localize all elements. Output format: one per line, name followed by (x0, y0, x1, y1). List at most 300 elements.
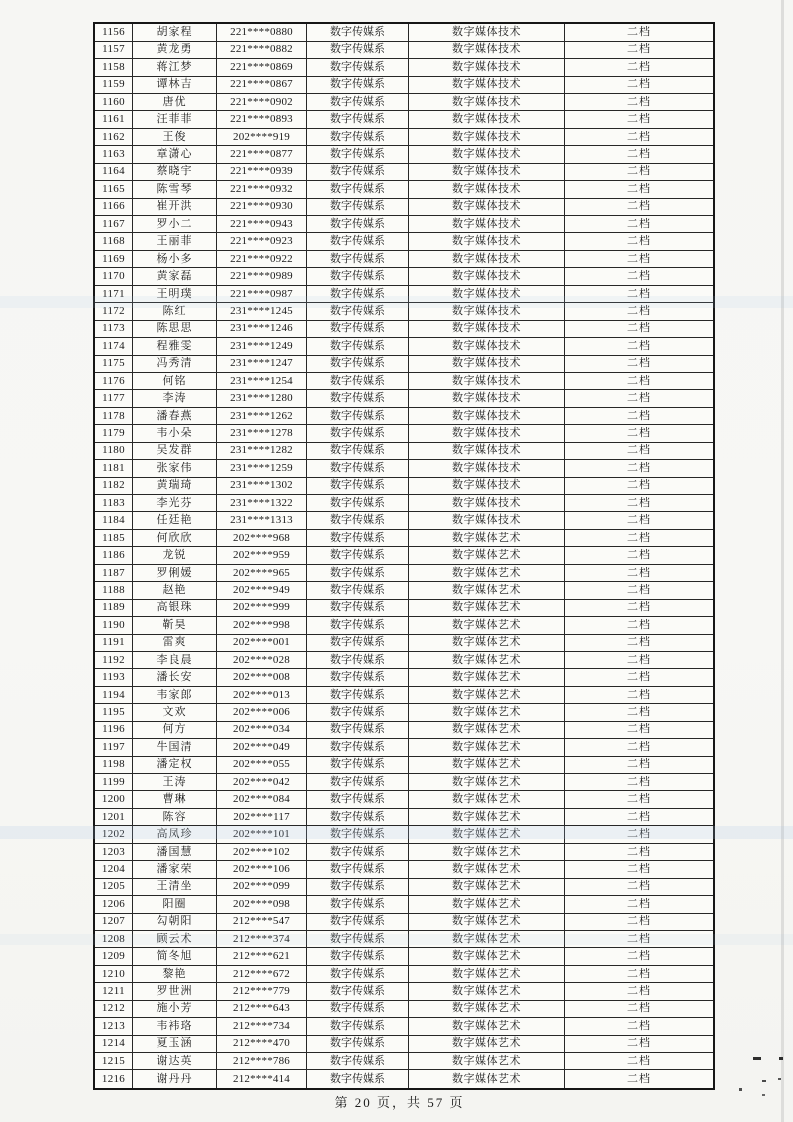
cell-serial: 1184 (94, 512, 133, 529)
cell-department: 数字传媒系 (307, 843, 409, 860)
cell-tier: 二档 (565, 739, 715, 756)
cell-tier: 二档 (565, 1070, 715, 1089)
cell-student-id: 202****968 (217, 529, 307, 546)
cell-student-id: 231****1254 (217, 372, 307, 389)
cell-department: 数字传媒系 (307, 233, 409, 250)
cell-major: 数字媒体技术 (409, 338, 565, 355)
cell-name: 陈红 (133, 303, 217, 320)
cell-department: 数字传媒系 (307, 460, 409, 477)
cell-serial: 1216 (94, 1070, 133, 1089)
cell-student-id: 202****999 (217, 599, 307, 616)
cell-major: 数字媒体技术 (409, 41, 565, 58)
cell-name: 王明璞 (133, 285, 217, 302)
table-row (94, 93, 714, 110)
cell-tier: 二档 (565, 843, 715, 860)
cell-tier: 二档 (565, 791, 715, 808)
cell-department: 数字传媒系 (307, 1035, 409, 1052)
table-row (94, 634, 714, 651)
cell-major: 数字媒体艺术 (409, 704, 565, 721)
cell-name: 韦家郎 (133, 686, 217, 703)
cell-student-id: 212****374 (217, 930, 307, 947)
table-row (94, 23, 714, 41)
cell-department: 数字传媒系 (307, 181, 409, 198)
cell-department: 数字传媒系 (307, 634, 409, 651)
cell-major: 数字媒体技术 (409, 390, 565, 407)
cell-tier: 二档 (565, 355, 715, 372)
cell-tier: 二档 (565, 250, 715, 267)
cell-serial: 1202 (94, 826, 133, 843)
cell-department: 数字传媒系 (307, 41, 409, 58)
cell-department: 数字传媒系 (307, 338, 409, 355)
cell-tier: 二档 (565, 896, 715, 913)
cell-serial: 1213 (94, 1018, 133, 1035)
scan-artifact (779, 1057, 783, 1060)
cell-tier: 二档 (565, 495, 715, 512)
cell-serial: 1171 (94, 285, 133, 302)
table-row (94, 878, 714, 895)
cell-department: 数字传媒系 (307, 739, 409, 756)
cell-serial: 1193 (94, 669, 133, 686)
cell-major: 数字媒体艺术 (409, 791, 565, 808)
cell-tier: 二档 (565, 547, 715, 564)
cell-student-id: 221****0877 (217, 146, 307, 163)
cell-department: 数字传媒系 (307, 512, 409, 529)
cell-department: 数字传媒系 (307, 913, 409, 930)
table-row (94, 285, 714, 302)
table-row (94, 582, 714, 599)
cell-tier: 二档 (565, 634, 715, 651)
cell-name: 高银珠 (133, 599, 217, 616)
cell-tier: 二档 (565, 390, 715, 407)
cell-student-id: 231****1249 (217, 338, 307, 355)
cell-tier: 二档 (565, 774, 715, 791)
cell-student-id: 231****1282 (217, 442, 307, 459)
table-row (94, 442, 714, 459)
cell-name: 谢达英 (133, 1053, 217, 1070)
cell-serial: 1170 (94, 268, 133, 285)
cell-serial: 1207 (94, 913, 133, 930)
cell-student-id: 212****672 (217, 965, 307, 982)
table-row (94, 843, 714, 860)
cell-serial: 1204 (94, 861, 133, 878)
cell-serial: 1192 (94, 651, 133, 668)
cell-tier: 二档 (565, 1053, 715, 1070)
table-row (94, 41, 714, 58)
cell-department: 数字传媒系 (307, 477, 409, 494)
table-row (94, 111, 714, 128)
cell-name: 韦袆珞 (133, 1018, 217, 1035)
table-row (94, 686, 714, 703)
scan-artifact (778, 1078, 781, 1080)
table-row (94, 756, 714, 773)
cell-major: 数字媒体艺术 (409, 582, 565, 599)
cell-department: 数字传媒系 (307, 355, 409, 372)
cell-major: 数字媒体技术 (409, 372, 565, 389)
cell-major: 数字媒体技术 (409, 425, 565, 442)
cell-tier: 二档 (565, 41, 715, 58)
cell-student-id: 202****998 (217, 617, 307, 634)
table-row (94, 338, 714, 355)
cell-serial: 1194 (94, 686, 133, 703)
cell-student-id: 231****1245 (217, 303, 307, 320)
cell-department: 数字传媒系 (307, 896, 409, 913)
table-row (94, 739, 714, 756)
cell-department: 数字传媒系 (307, 617, 409, 634)
cell-tier: 二档 (565, 76, 715, 93)
cell-serial: 1188 (94, 582, 133, 599)
cell-student-id: 231****1313 (217, 512, 307, 529)
cell-name: 阳圈 (133, 896, 217, 913)
cell-serial: 1211 (94, 983, 133, 1000)
cell-student-id: 202****101 (217, 826, 307, 843)
cell-name: 张家伟 (133, 460, 217, 477)
table-row (94, 547, 714, 564)
cell-major: 数字媒体技术 (409, 477, 565, 494)
cell-major: 数字媒体艺术 (409, 739, 565, 756)
cell-major: 数字媒体艺术 (409, 948, 565, 965)
cell-student-id: 202****084 (217, 791, 307, 808)
table-row (94, 896, 714, 913)
table-row (94, 355, 714, 372)
table-row (94, 146, 714, 163)
cell-serial: 1165 (94, 181, 133, 198)
cell-major: 数字媒体艺术 (409, 721, 565, 738)
cell-tier: 二档 (565, 564, 715, 581)
cell-major: 数字媒体技术 (409, 285, 565, 302)
cell-major: 数字媒体技术 (409, 512, 565, 529)
cell-student-id: 221****0943 (217, 216, 307, 233)
table-row (94, 564, 714, 581)
cell-student-id: 202****055 (217, 756, 307, 773)
cell-serial: 1156 (94, 23, 133, 41)
cell-department: 数字传媒系 (307, 495, 409, 512)
cell-serial: 1209 (94, 948, 133, 965)
cell-major: 数字媒体艺术 (409, 547, 565, 564)
cell-student-id: 202****099 (217, 878, 307, 895)
cell-serial: 1163 (94, 146, 133, 163)
cell-name: 勾朝阳 (133, 913, 217, 930)
cell-serial: 1181 (94, 460, 133, 477)
cell-serial: 1176 (94, 372, 133, 389)
table-row (94, 76, 714, 93)
cell-department: 数字传媒系 (307, 93, 409, 110)
cell-department: 数字传媒系 (307, 756, 409, 773)
cell-tier: 二档 (565, 965, 715, 982)
cell-department: 数字传媒系 (307, 878, 409, 895)
table-row (94, 495, 714, 512)
cell-tier: 二档 (565, 425, 715, 442)
cell-department: 数字传媒系 (307, 250, 409, 267)
cell-tier: 二档 (565, 320, 715, 337)
student-list-table (93, 22, 715, 1090)
cell-name: 陈雪琴 (133, 181, 217, 198)
cell-name: 王清坐 (133, 878, 217, 895)
cell-tier: 二档 (565, 23, 715, 41)
cell-name: 潘家荣 (133, 861, 217, 878)
cell-major: 数字媒体艺术 (409, 930, 565, 947)
table-row (94, 861, 714, 878)
cell-major: 数字媒体艺术 (409, 1053, 565, 1070)
cell-name: 潘长安 (133, 669, 217, 686)
cell-serial: 1160 (94, 93, 133, 110)
cell-tier: 二档 (565, 477, 715, 494)
cell-student-id: 221****0882 (217, 41, 307, 58)
cell-name: 罗俐媛 (133, 564, 217, 581)
scan-artifact (753, 1057, 761, 1060)
cell-student-id: 231****1280 (217, 390, 307, 407)
cell-major: 数字媒体艺术 (409, 1035, 565, 1052)
cell-major: 数字媒体技术 (409, 128, 565, 145)
table-row (94, 320, 714, 337)
cell-serial: 1205 (94, 878, 133, 895)
cell-name: 李光芬 (133, 495, 217, 512)
table-row (94, 181, 714, 198)
table-row (94, 372, 714, 389)
cell-serial: 1182 (94, 477, 133, 494)
cell-major: 数字媒体技术 (409, 111, 565, 128)
table-row (94, 948, 714, 965)
cell-student-id: 221****0987 (217, 285, 307, 302)
cell-major: 数字媒体艺术 (409, 878, 565, 895)
cell-tier: 二档 (565, 407, 715, 424)
scan-artifact (762, 1094, 765, 1096)
cell-major: 数字媒体技术 (409, 460, 565, 477)
table-row (94, 512, 714, 529)
cell-name: 潘国慧 (133, 843, 217, 860)
cell-tier: 二档 (565, 878, 715, 895)
cell-tier: 二档 (565, 285, 715, 302)
cell-major: 数字媒体艺术 (409, 1000, 565, 1017)
cell-department: 数字传媒系 (307, 791, 409, 808)
cell-department: 数字传媒系 (307, 774, 409, 791)
student-table-body (94, 23, 714, 1089)
cell-major: 数字媒体艺术 (409, 1070, 565, 1089)
cell-student-id: 202****028 (217, 651, 307, 668)
cell-serial: 1185 (94, 529, 133, 546)
cell-major: 数字媒体技术 (409, 163, 565, 180)
cell-serial: 1191 (94, 634, 133, 651)
cell-major: 数字媒体技术 (409, 233, 565, 250)
cell-department: 数字传媒系 (307, 948, 409, 965)
cell-major: 数字媒体艺术 (409, 756, 565, 773)
cell-serial: 1210 (94, 965, 133, 982)
cell-serial: 1164 (94, 163, 133, 180)
cell-serial: 1212 (94, 1000, 133, 1017)
cell-department: 数字传媒系 (307, 320, 409, 337)
cell-department: 数字传媒系 (307, 303, 409, 320)
cell-tier: 二档 (565, 512, 715, 529)
cell-major: 数字媒体艺术 (409, 826, 565, 843)
cell-major: 数字媒体艺术 (409, 564, 565, 581)
cell-name: 唐优 (133, 93, 217, 110)
cell-student-id: 202****098 (217, 896, 307, 913)
cell-major: 数字媒体技术 (409, 250, 565, 267)
cell-department: 数字传媒系 (307, 442, 409, 459)
cell-student-id: 221****0939 (217, 163, 307, 180)
cell-name: 谭林吉 (133, 76, 217, 93)
table-row (94, 599, 714, 616)
cell-name: 陈思思 (133, 320, 217, 337)
cell-name: 夏玉涵 (133, 1035, 217, 1052)
cell-serial: 1159 (94, 76, 133, 93)
cell-student-id: 212****470 (217, 1035, 307, 1052)
cell-major: 数字媒体技术 (409, 216, 565, 233)
cell-student-id: 212****786 (217, 1053, 307, 1070)
cell-department: 数字传媒系 (307, 861, 409, 878)
cell-name: 杨小多 (133, 250, 217, 267)
cell-major: 数字媒体技术 (409, 495, 565, 512)
cell-tier: 二档 (565, 460, 715, 477)
cell-department: 数字传媒系 (307, 686, 409, 703)
cell-student-id: 202****008 (217, 669, 307, 686)
cell-major: 数字媒体艺术 (409, 774, 565, 791)
table-row (94, 617, 714, 634)
cell-major: 数字媒体技术 (409, 23, 565, 41)
cell-name: 黄瑞琦 (133, 477, 217, 494)
cell-student-id: 212****779 (217, 983, 307, 1000)
cell-tier: 二档 (565, 651, 715, 668)
cell-name: 罗小二 (133, 216, 217, 233)
page-number-footer: 第 20 页，共 57 页 (334, 1095, 465, 1110)
cell-name: 陈容 (133, 808, 217, 825)
cell-major: 数字媒体艺术 (409, 669, 565, 686)
table-row (94, 407, 714, 424)
cell-tier: 二档 (565, 233, 715, 250)
cell-tier: 二档 (565, 599, 715, 616)
cell-student-id: 202****102 (217, 843, 307, 860)
cell-serial: 1201 (94, 808, 133, 825)
cell-tier: 二档 (565, 948, 715, 965)
cell-student-id: 221****0930 (217, 198, 307, 215)
cell-tier: 二档 (565, 1000, 715, 1017)
cell-tier: 二档 (565, 721, 715, 738)
cell-student-id: 202****049 (217, 739, 307, 756)
cell-major: 数字媒体艺术 (409, 965, 565, 982)
table-row (94, 808, 714, 825)
cell-department: 数字传媒系 (307, 198, 409, 215)
table-row (94, 529, 714, 546)
cell-department: 数字传媒系 (307, 216, 409, 233)
cell-name: 任廷艳 (133, 512, 217, 529)
cell-department: 数字传媒系 (307, 390, 409, 407)
cell-name: 冯秀清 (133, 355, 217, 372)
cell-name: 蔡晓宇 (133, 163, 217, 180)
table-row (94, 1070, 714, 1089)
table-row (94, 460, 714, 477)
cell-serial: 1172 (94, 303, 133, 320)
cell-serial: 1175 (94, 355, 133, 372)
cell-major: 数字媒体技术 (409, 181, 565, 198)
cell-name: 牛国清 (133, 739, 217, 756)
cell-student-id: 221****0923 (217, 233, 307, 250)
cell-tier: 二档 (565, 268, 715, 285)
cell-department: 数字传媒系 (307, 128, 409, 145)
cell-name: 高凤珍 (133, 826, 217, 843)
cell-tier: 二档 (565, 582, 715, 599)
cell-student-id: 212****414 (217, 1070, 307, 1089)
cell-serial: 1157 (94, 41, 133, 58)
cell-major: 数字媒体技术 (409, 93, 565, 110)
cell-major: 数字媒体艺术 (409, 599, 565, 616)
cell-tier: 二档 (565, 686, 715, 703)
cell-serial: 1162 (94, 128, 133, 145)
cell-student-id: 212****621 (217, 948, 307, 965)
cell-name: 王涛 (133, 774, 217, 791)
cell-department: 数字传媒系 (307, 599, 409, 616)
cell-name: 何方 (133, 721, 217, 738)
cell-department: 数字传媒系 (307, 59, 409, 76)
cell-name: 胡家程 (133, 23, 217, 41)
cell-serial: 1174 (94, 338, 133, 355)
cell-department: 数字传媒系 (307, 930, 409, 947)
cell-major: 数字媒体技术 (409, 320, 565, 337)
cell-student-id: 202****965 (217, 564, 307, 581)
cell-name: 黄家磊 (133, 268, 217, 285)
table-row (94, 774, 714, 791)
table-row (94, 477, 714, 494)
cell-serial: 1169 (94, 250, 133, 267)
cell-tier: 二档 (565, 163, 715, 180)
cell-name: 黄龙勇 (133, 41, 217, 58)
cell-department: 数字传媒系 (307, 651, 409, 668)
cell-major: 数字媒体艺术 (409, 896, 565, 913)
cell-student-id: 221****0869 (217, 59, 307, 76)
cell-student-id: 202****001 (217, 634, 307, 651)
table-row (94, 233, 714, 250)
cell-student-id: 202****042 (217, 774, 307, 791)
cell-name: 罗世洲 (133, 983, 217, 1000)
cell-serial: 1214 (94, 1035, 133, 1052)
cell-serial: 1195 (94, 704, 133, 721)
table-row (94, 303, 714, 320)
cell-serial: 1190 (94, 617, 133, 634)
cell-name: 龙锐 (133, 547, 217, 564)
cell-name: 吴发群 (133, 442, 217, 459)
cell-student-id: 231****1259 (217, 460, 307, 477)
cell-serial: 1177 (94, 390, 133, 407)
cell-student-id: 231****1247 (217, 355, 307, 372)
cell-serial: 1199 (94, 774, 133, 791)
cell-student-id: 212****643 (217, 1000, 307, 1017)
cell-department: 数字传媒系 (307, 983, 409, 1000)
table-row (94, 128, 714, 145)
cell-tier: 二档 (565, 442, 715, 459)
cell-tier: 二档 (565, 808, 715, 825)
cell-major: 数字媒体技术 (409, 442, 565, 459)
cell-tier: 二档 (565, 198, 715, 215)
cell-student-id: 202****106 (217, 861, 307, 878)
cell-department: 数字传媒系 (307, 721, 409, 738)
cell-department: 数字传媒系 (307, 808, 409, 825)
table-row (94, 651, 714, 668)
cell-tier: 二档 (565, 338, 715, 355)
table-row (94, 983, 714, 1000)
cell-tier: 二档 (565, 861, 715, 878)
cell-serial: 1179 (94, 425, 133, 442)
cell-tier: 二档 (565, 216, 715, 233)
scan-artifact (739, 1088, 742, 1091)
table-row (94, 1018, 714, 1035)
cell-name: 潘春燕 (133, 407, 217, 424)
cell-student-id: 202****949 (217, 582, 307, 599)
cell-name: 谢丹丹 (133, 1070, 217, 1089)
cell-student-id: 202****959 (217, 547, 307, 564)
cell-tier: 二档 (565, 181, 715, 198)
cell-department: 数字传媒系 (307, 669, 409, 686)
cell-name: 文欢 (133, 704, 217, 721)
cell-name: 顾云术 (133, 930, 217, 947)
table-row (94, 163, 714, 180)
